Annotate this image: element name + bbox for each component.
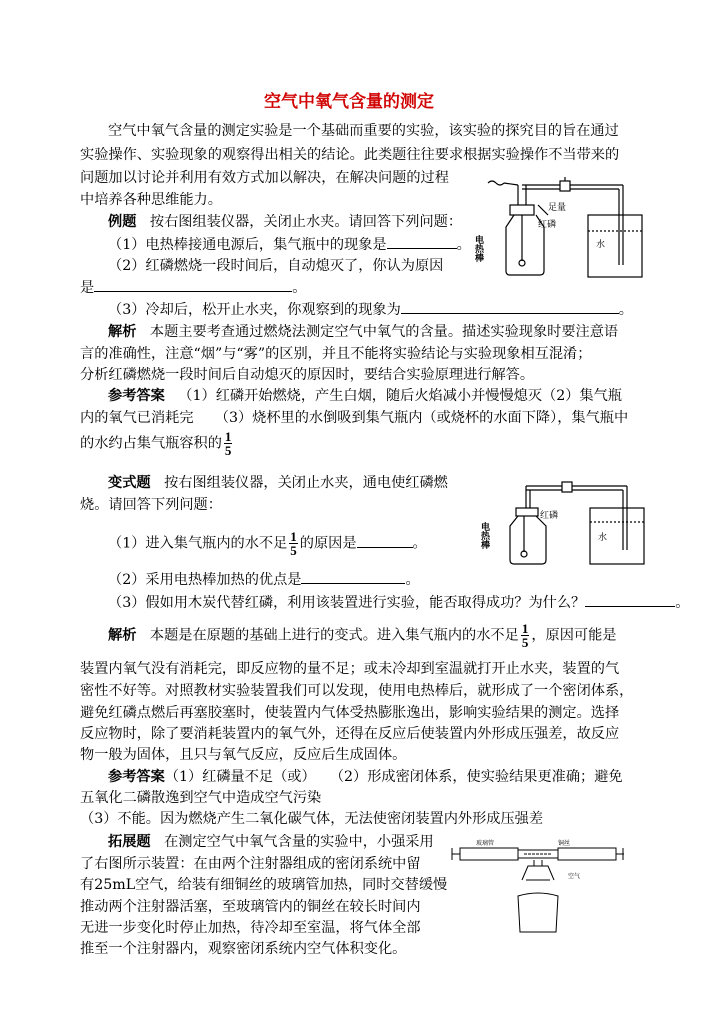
label-red-phosphorus: 红磷 xyxy=(538,220,557,230)
example-q2-text: 是 xyxy=(80,280,95,296)
apparatus-figure-2 xyxy=(480,480,650,568)
punct: 。 xyxy=(412,535,427,552)
example-question xyxy=(108,212,462,232)
variant-q3-text: （3）假如用木炭代替红磷，利用该装置进行实验，能否取得成功？为什么？ xyxy=(108,595,586,611)
fraction-numerator: 1 xyxy=(224,429,232,444)
intro-line-2: 实验操作、实验现象的观察得出相关的结论。此类题往往要求根据实验操作不当带来的 xyxy=(80,147,620,163)
extension-line-5: 无进一步变化时停止加热，待冷却至室温，将气体全部 xyxy=(80,920,421,936)
extension-line-4: 推动两个注射器活塞，至玻璃管内的铜丝在较长时间内 xyxy=(80,899,421,915)
example-q3 xyxy=(108,299,633,320)
label-heater: 电热棒 xyxy=(479,522,489,549)
variant-text: 按右图组装仪器，关闭止水夹，通电使红磷燃 xyxy=(164,475,448,491)
answer-text: （1）红磷开始燃烧，产生白烟，随后火焰减小并慢慢熄灭（2）集气瓶 xyxy=(178,388,622,404)
apparatus-figure-1 xyxy=(473,175,648,283)
label-red-phosphorus: 红磷 xyxy=(540,511,559,521)
answer-2-line-1 xyxy=(108,767,623,787)
label-heater: 电热棒 xyxy=(473,235,483,262)
analysis-2-line-4: 避免红磷点燃后再塞胶塞时，使装置内气体受热膨胀逸出，影响实验结果的测定。选择 xyxy=(80,705,620,721)
analysis-1-line-3: 分析红磷燃烧一段时间后自动熄灭的原因时，要结合实验原理进行解答。 xyxy=(80,367,535,383)
analysis-2-line-1 xyxy=(108,622,616,649)
punct: 。 xyxy=(405,572,420,588)
answer-blank xyxy=(401,299,619,314)
example-q1-text: （1）电热棒接通电源后，集气瓶中的现象是 xyxy=(108,237,387,253)
answer-blank xyxy=(357,533,413,548)
example-heading: 例题 xyxy=(108,214,137,230)
answer-2-line-3: （3）不能。因为燃烧产生二氧化碳气体，无法使密闭装置内外形成压强差 xyxy=(80,811,544,827)
extension-line-6: 推至一个注射器内，观察密闭系统内空气体积变化。 xyxy=(80,941,407,957)
fraction-denominator: 5 xyxy=(224,443,232,458)
analysis-2-line-3: 密性不好等。对照教材实验装置我们可以发现，使用电热棒后，就形成了一个密闭体系， xyxy=(80,683,634,699)
example-q1 xyxy=(108,234,471,255)
answer-text: 的水约占集气瓶容积的 xyxy=(80,435,222,452)
variant-q3 xyxy=(108,592,689,613)
punct: 。 xyxy=(618,302,633,318)
label-water: 水 xyxy=(596,240,606,250)
answer-blank xyxy=(301,569,405,584)
extension-line-3: 有25mL空气，给装有细铜丝的玻璃管加热，同时交替缓慢 xyxy=(80,877,448,893)
fraction-numerator: 1 xyxy=(521,621,529,636)
analysis-text: ，原因可能是 xyxy=(531,627,617,644)
variant-line-1 xyxy=(108,473,448,493)
example-q2: （2）红磷燃烧一段时间后，自动熄灭了，你认为原因 xyxy=(108,258,444,274)
fraction-numerator: 1 xyxy=(290,529,297,544)
answer-text: （1）红磷量不足（或） （2）形成密闭体系，使实验结果更准确；避免 xyxy=(164,769,623,785)
variant-q1-text: 的原因是 xyxy=(299,535,357,552)
punct: 。 xyxy=(292,280,307,296)
answer-blank xyxy=(585,592,675,607)
variant-q1-text: （1）进入集气瓶内的水不足 xyxy=(108,535,288,552)
analysis-heading: 解析 xyxy=(108,627,137,644)
answer-blank xyxy=(94,277,292,292)
intro-line-4: 中培养各种思维能力。 xyxy=(80,192,222,208)
extension-text: 在测定空气中氧气含量的实验中，小强采用 xyxy=(164,834,434,850)
analysis-1-line-2: 言的准确性，注意“烟”与“雾”的区别，并且不能将实验结论与实验现象相互混淆； xyxy=(80,346,592,362)
analysis-heading: 解析 xyxy=(108,324,137,340)
fraction xyxy=(521,622,530,649)
answer-blank xyxy=(387,234,457,249)
analysis-2-line-5: 反应物时，除了要消耗装置内的氧气外，还得在反应后使装置内外形成压强差，故反应 xyxy=(80,726,620,742)
extension-line-1 xyxy=(108,832,434,852)
fraction-denominator: 5 xyxy=(290,543,297,558)
fraction xyxy=(224,430,233,457)
intro-line-3: 问题加以讨论并利用有效方式加以解决，在解决问题的过程 xyxy=(80,170,449,186)
variant-q2-text: （2）采用电热棒加热的优点是 xyxy=(108,572,302,588)
example-q2-cont xyxy=(80,277,306,298)
extension-line-2: 了右图所示装置：在由两个注射器组成的密闭系统中留 xyxy=(80,856,421,872)
label-copper-wire: 铜丝 xyxy=(558,840,571,847)
answer-2-line-2: 五氧化二磷散逸到空气中造成空气污染 xyxy=(80,790,322,806)
answer-1-line-1 xyxy=(108,386,622,406)
fraction xyxy=(289,530,298,557)
analysis-text: 本题主要考查通过燃烧法测定空气中氧气的含量。描述实验现象时要注意语 xyxy=(149,324,619,340)
label-air: 空气 xyxy=(568,873,581,880)
punct: 。 xyxy=(675,595,690,611)
punct: 。 xyxy=(456,237,471,253)
answer-heading: 参考答案 xyxy=(108,388,165,404)
analysis-2-line-6: 物一般为固体，且只与氧气反应，反应后生成固体。 xyxy=(80,747,407,763)
variant-q2 xyxy=(108,569,420,590)
label-water: 水 xyxy=(598,533,608,543)
analysis-1-line-1 xyxy=(108,322,618,342)
answer-1-line-2: 内的氧气已消耗完 （3）烧杯里的水倒吸到集气瓶内（或烧杯的水面下降），集气瓶中 xyxy=(80,410,629,426)
variant-heading: 变式题 xyxy=(108,475,151,491)
fraction-denominator: 5 xyxy=(521,635,529,650)
page-title: 空气中氧气含量的测定 xyxy=(264,92,434,112)
variant-q1 xyxy=(108,530,427,557)
intro-line-1: 空气中氧气含量的测定实验是一个基础而重要的实验，该实验的探究目的旨在通过 xyxy=(108,123,619,139)
label-glass-tube: 玻璃管 xyxy=(476,840,495,847)
example-q3-text: （3）冷却后，松开止水夹，你观察到的现象为 xyxy=(108,302,401,318)
variant-line-2: 烧。请回答下列问题： xyxy=(80,497,222,513)
analysis-text: 本题是在原题的基础上进行的变式。进入集气瓶内的水不足 xyxy=(149,627,519,644)
answer-1-line-3 xyxy=(80,430,234,457)
label-enough: 足量 xyxy=(548,203,567,213)
example-prompt: 按右图组装仪器，关闭止水夹。请回答下列问题： xyxy=(149,214,463,230)
analysis-2-line-2: 装置内氧气没有消耗完，即反应物的量不足；或未冷却到室温就打开止水夹，装置的气 xyxy=(80,661,620,677)
answer-heading: 参考答案 xyxy=(108,769,165,785)
extension-heading: 拓展题 xyxy=(108,834,151,850)
apparatus-figure-3 xyxy=(452,836,624,938)
